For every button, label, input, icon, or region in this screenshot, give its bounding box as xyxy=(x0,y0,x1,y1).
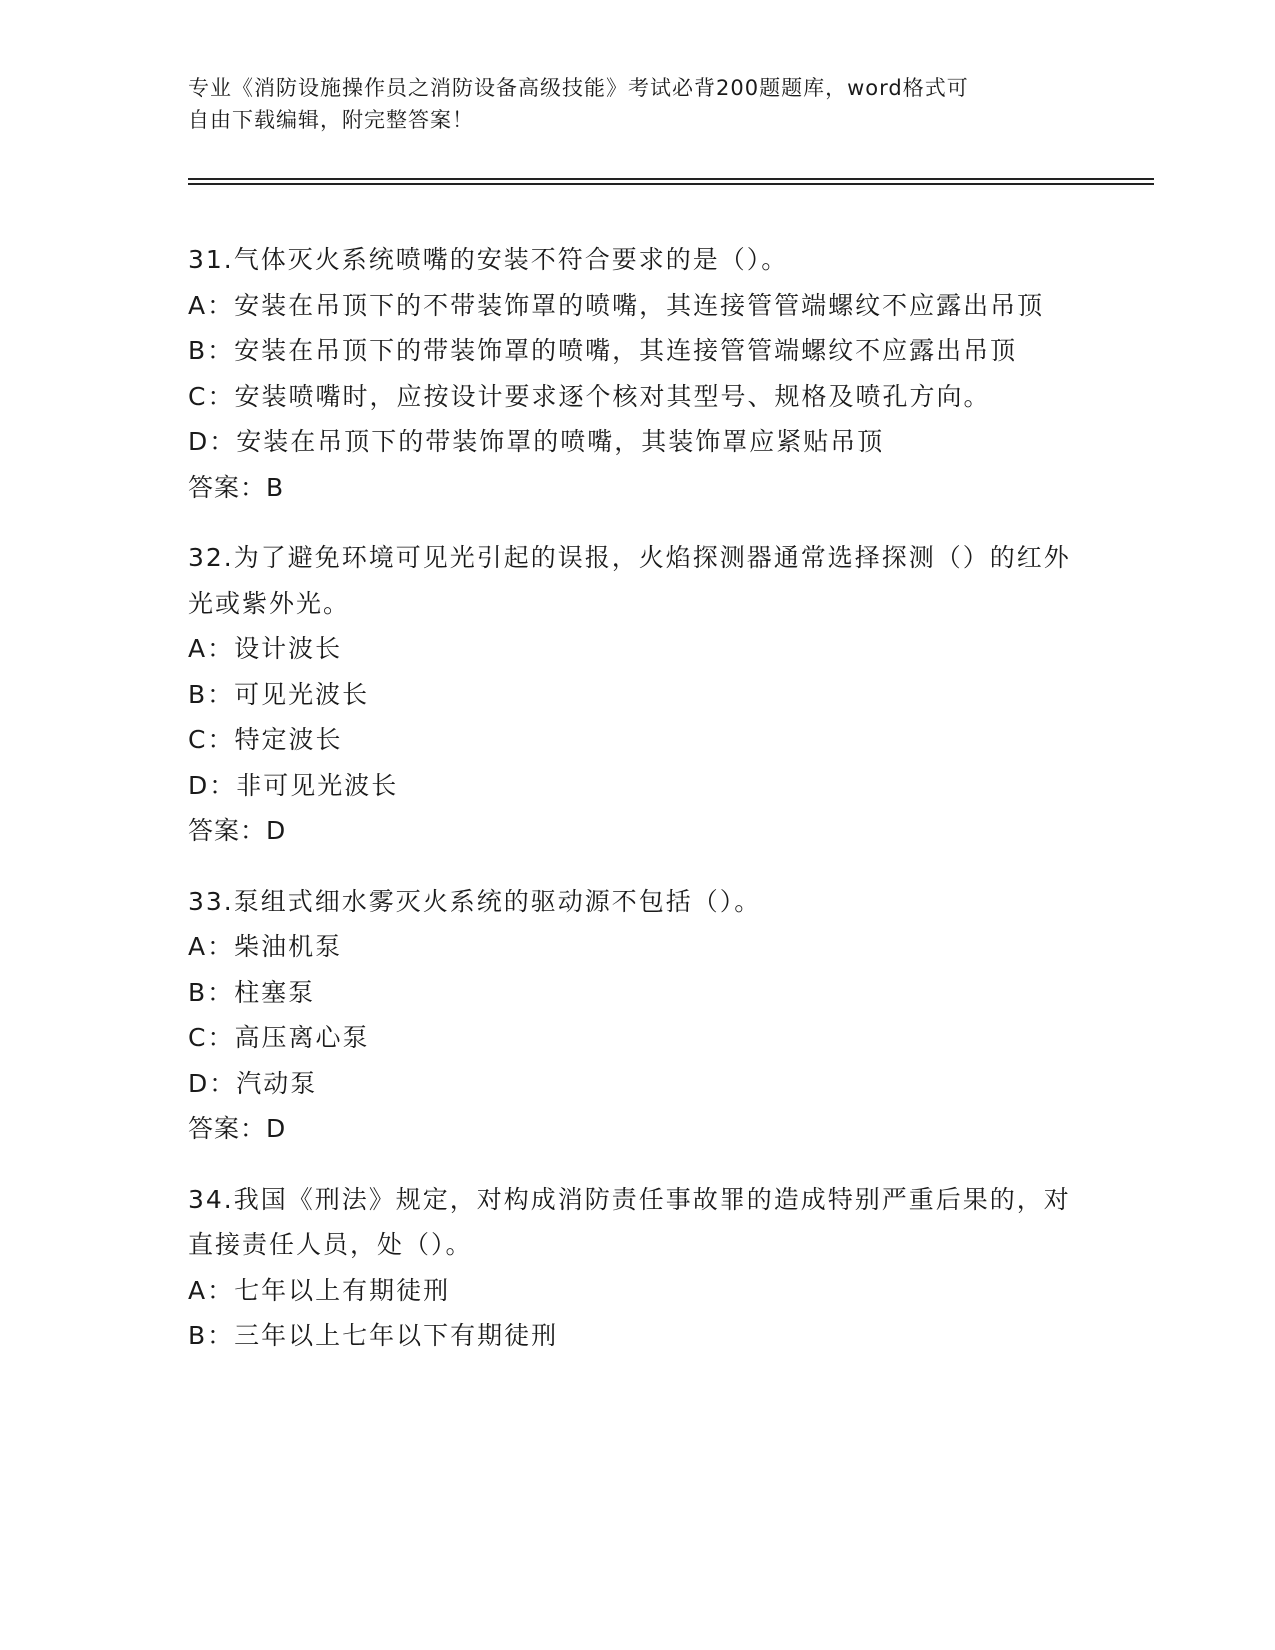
option-c: C：安装喷嘴时，应按设计要求逐个核对其型号、规格及喷孔方向。 xyxy=(188,381,991,411)
answer: 答案：D xyxy=(188,1114,287,1143)
option-b: B：可见光波长 xyxy=(188,679,370,709)
question-text: 31.气体灭火系统喷嘴的安装不符合要求的是（）。 xyxy=(188,245,789,274)
question-31 xyxy=(188,237,1078,510)
document-header xyxy=(188,72,1078,136)
header-line-1: 专业《消防设施操作员之消防设备高级技能》考试必背200题题库，word格式可 xyxy=(188,76,969,100)
question-list xyxy=(188,237,1078,1384)
option-d: D：安装在吊顶下的带装饰罩的喷嘴，其装饰罩应紧贴吊顶 xyxy=(188,427,885,456)
option-a: A：安装在吊顶下的不带装饰罩的喷嘴，其连接管管端螺纹不应露出吊顶 xyxy=(188,290,1045,320)
option-c: C：高压离心泵 xyxy=(188,1023,370,1052)
question-text: 33.泵组式细水雾灭火系统的驱动源不包括（）。 xyxy=(188,886,762,916)
option-b: B：柱塞泵 xyxy=(188,977,316,1007)
option-d: D：汽动泵 xyxy=(188,1068,318,1098)
header-line-2: 自由下载编辑，附完整答案！ xyxy=(188,108,474,132)
answer: 答案：D xyxy=(188,816,287,845)
header-divider-top xyxy=(188,178,1154,180)
option-a: A：柴油机泵 xyxy=(188,932,343,961)
header-divider-bottom xyxy=(188,183,1154,185)
question-text: 32.为了避免环境可见光引起的误报，火焰探测器通常选择探测（）的红外光或紫外光。 xyxy=(188,543,1071,618)
option-c: C：特定波长 xyxy=(188,725,343,754)
option-b: B：三年以上七年以下有期徒刑 xyxy=(188,1321,559,1350)
question-text: 34.我国《刑法》规定，对构成消防责任事故罪的造成特别严重后果的，对直接责任人员，处（）。 xyxy=(188,1184,1071,1259)
option-b: B：安装在吊顶下的带装饰罩的喷嘴，其连接管管端螺纹不应露出吊顶 xyxy=(188,336,1018,365)
question-32 xyxy=(188,535,1078,854)
answer: 答案：B xyxy=(188,472,285,502)
question-34 xyxy=(188,1177,1078,1359)
option-a: A：七年以上有期徒刑 xyxy=(188,1275,451,1305)
option-d: D：非可见光波长 xyxy=(188,770,399,800)
question-33 xyxy=(188,879,1078,1152)
option-a: A：设计波长 xyxy=(188,634,343,663)
